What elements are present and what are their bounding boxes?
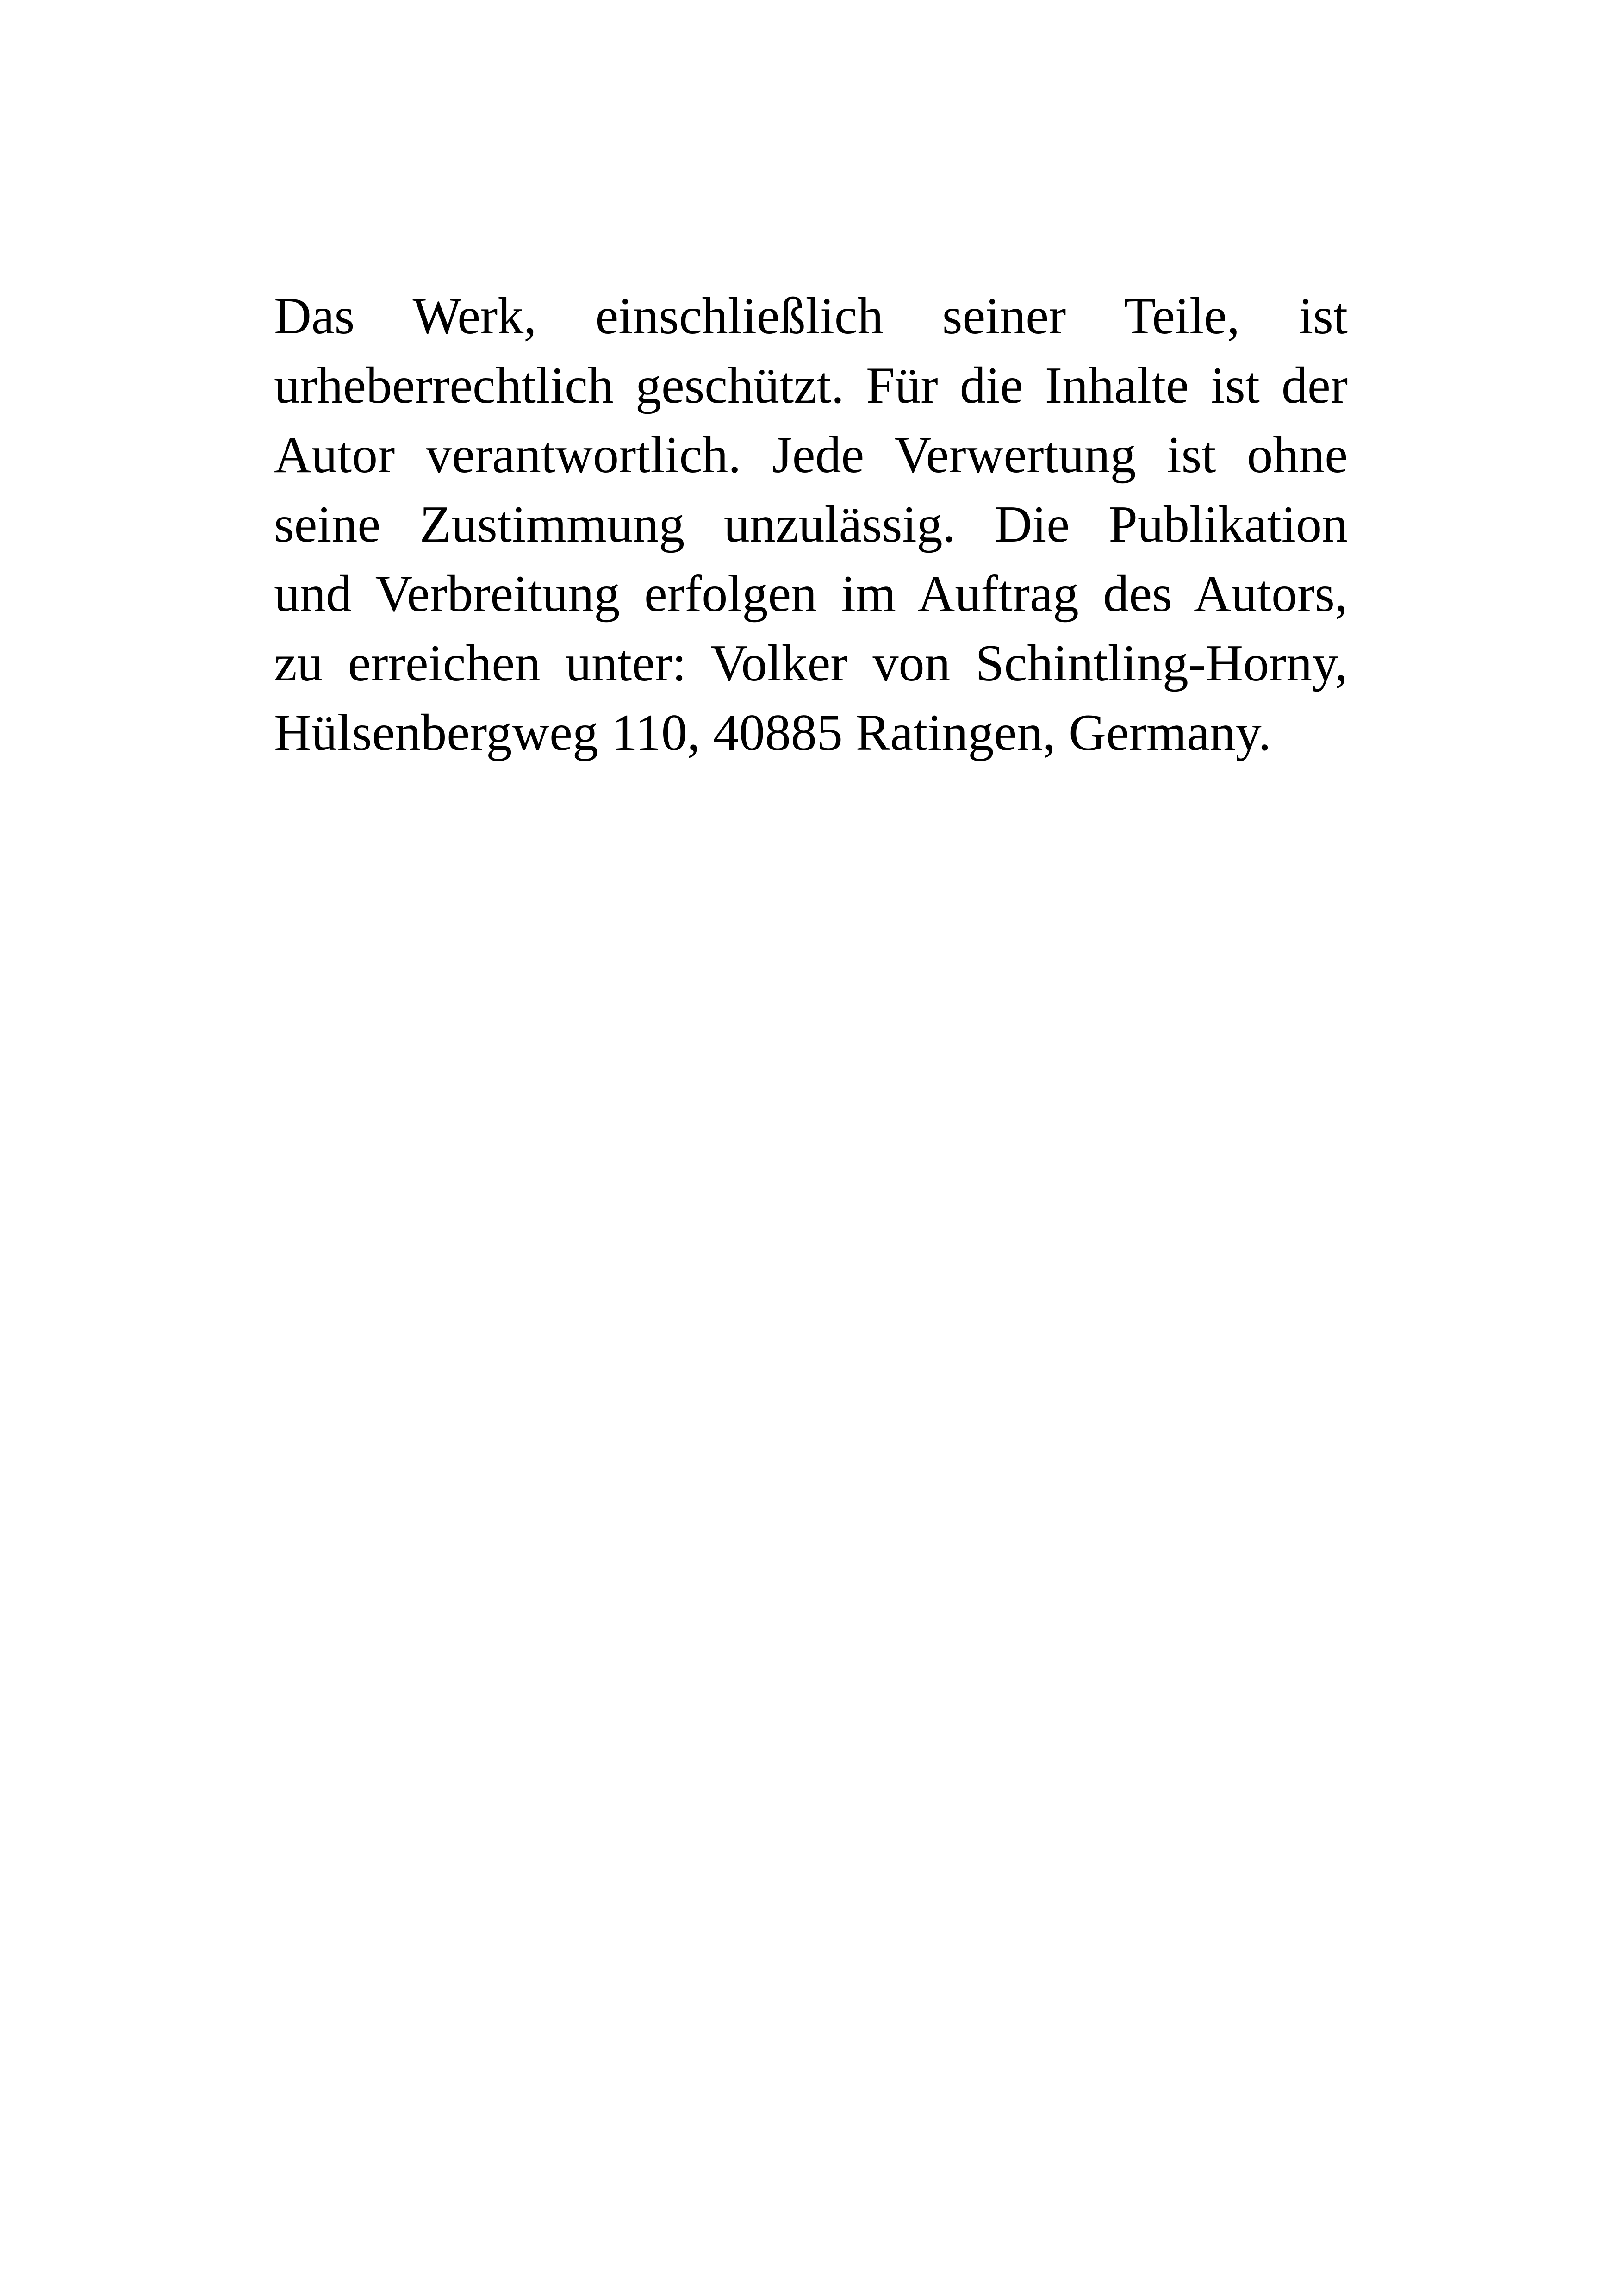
copyright-notice <box>274 281 1348 767</box>
notice-line: Hülsenbergweg 110, 40885 Ratingen, Germany. <box>274 704 1271 761</box>
notice-line: urheberrechtlich geschützt. Für die Inhalte ist der <box>274 357 1348 414</box>
notice-line: Das Werk, einschließlich seiner Teile, ist <box>274 287 1348 345</box>
notice-line: und Verbreitung erfolgen im Auftrag des Autors, <box>274 565 1348 623</box>
notice-line: Autor verantwortlich. Jede Verwertung ist ohne <box>274 426 1348 484</box>
notice-line: seine Zustimmung unzulässig. Die Publikation <box>274 496 1348 553</box>
notice-line: zu erreichen unter: Volker von Schintling-Horny, <box>274 635 1348 692</box>
